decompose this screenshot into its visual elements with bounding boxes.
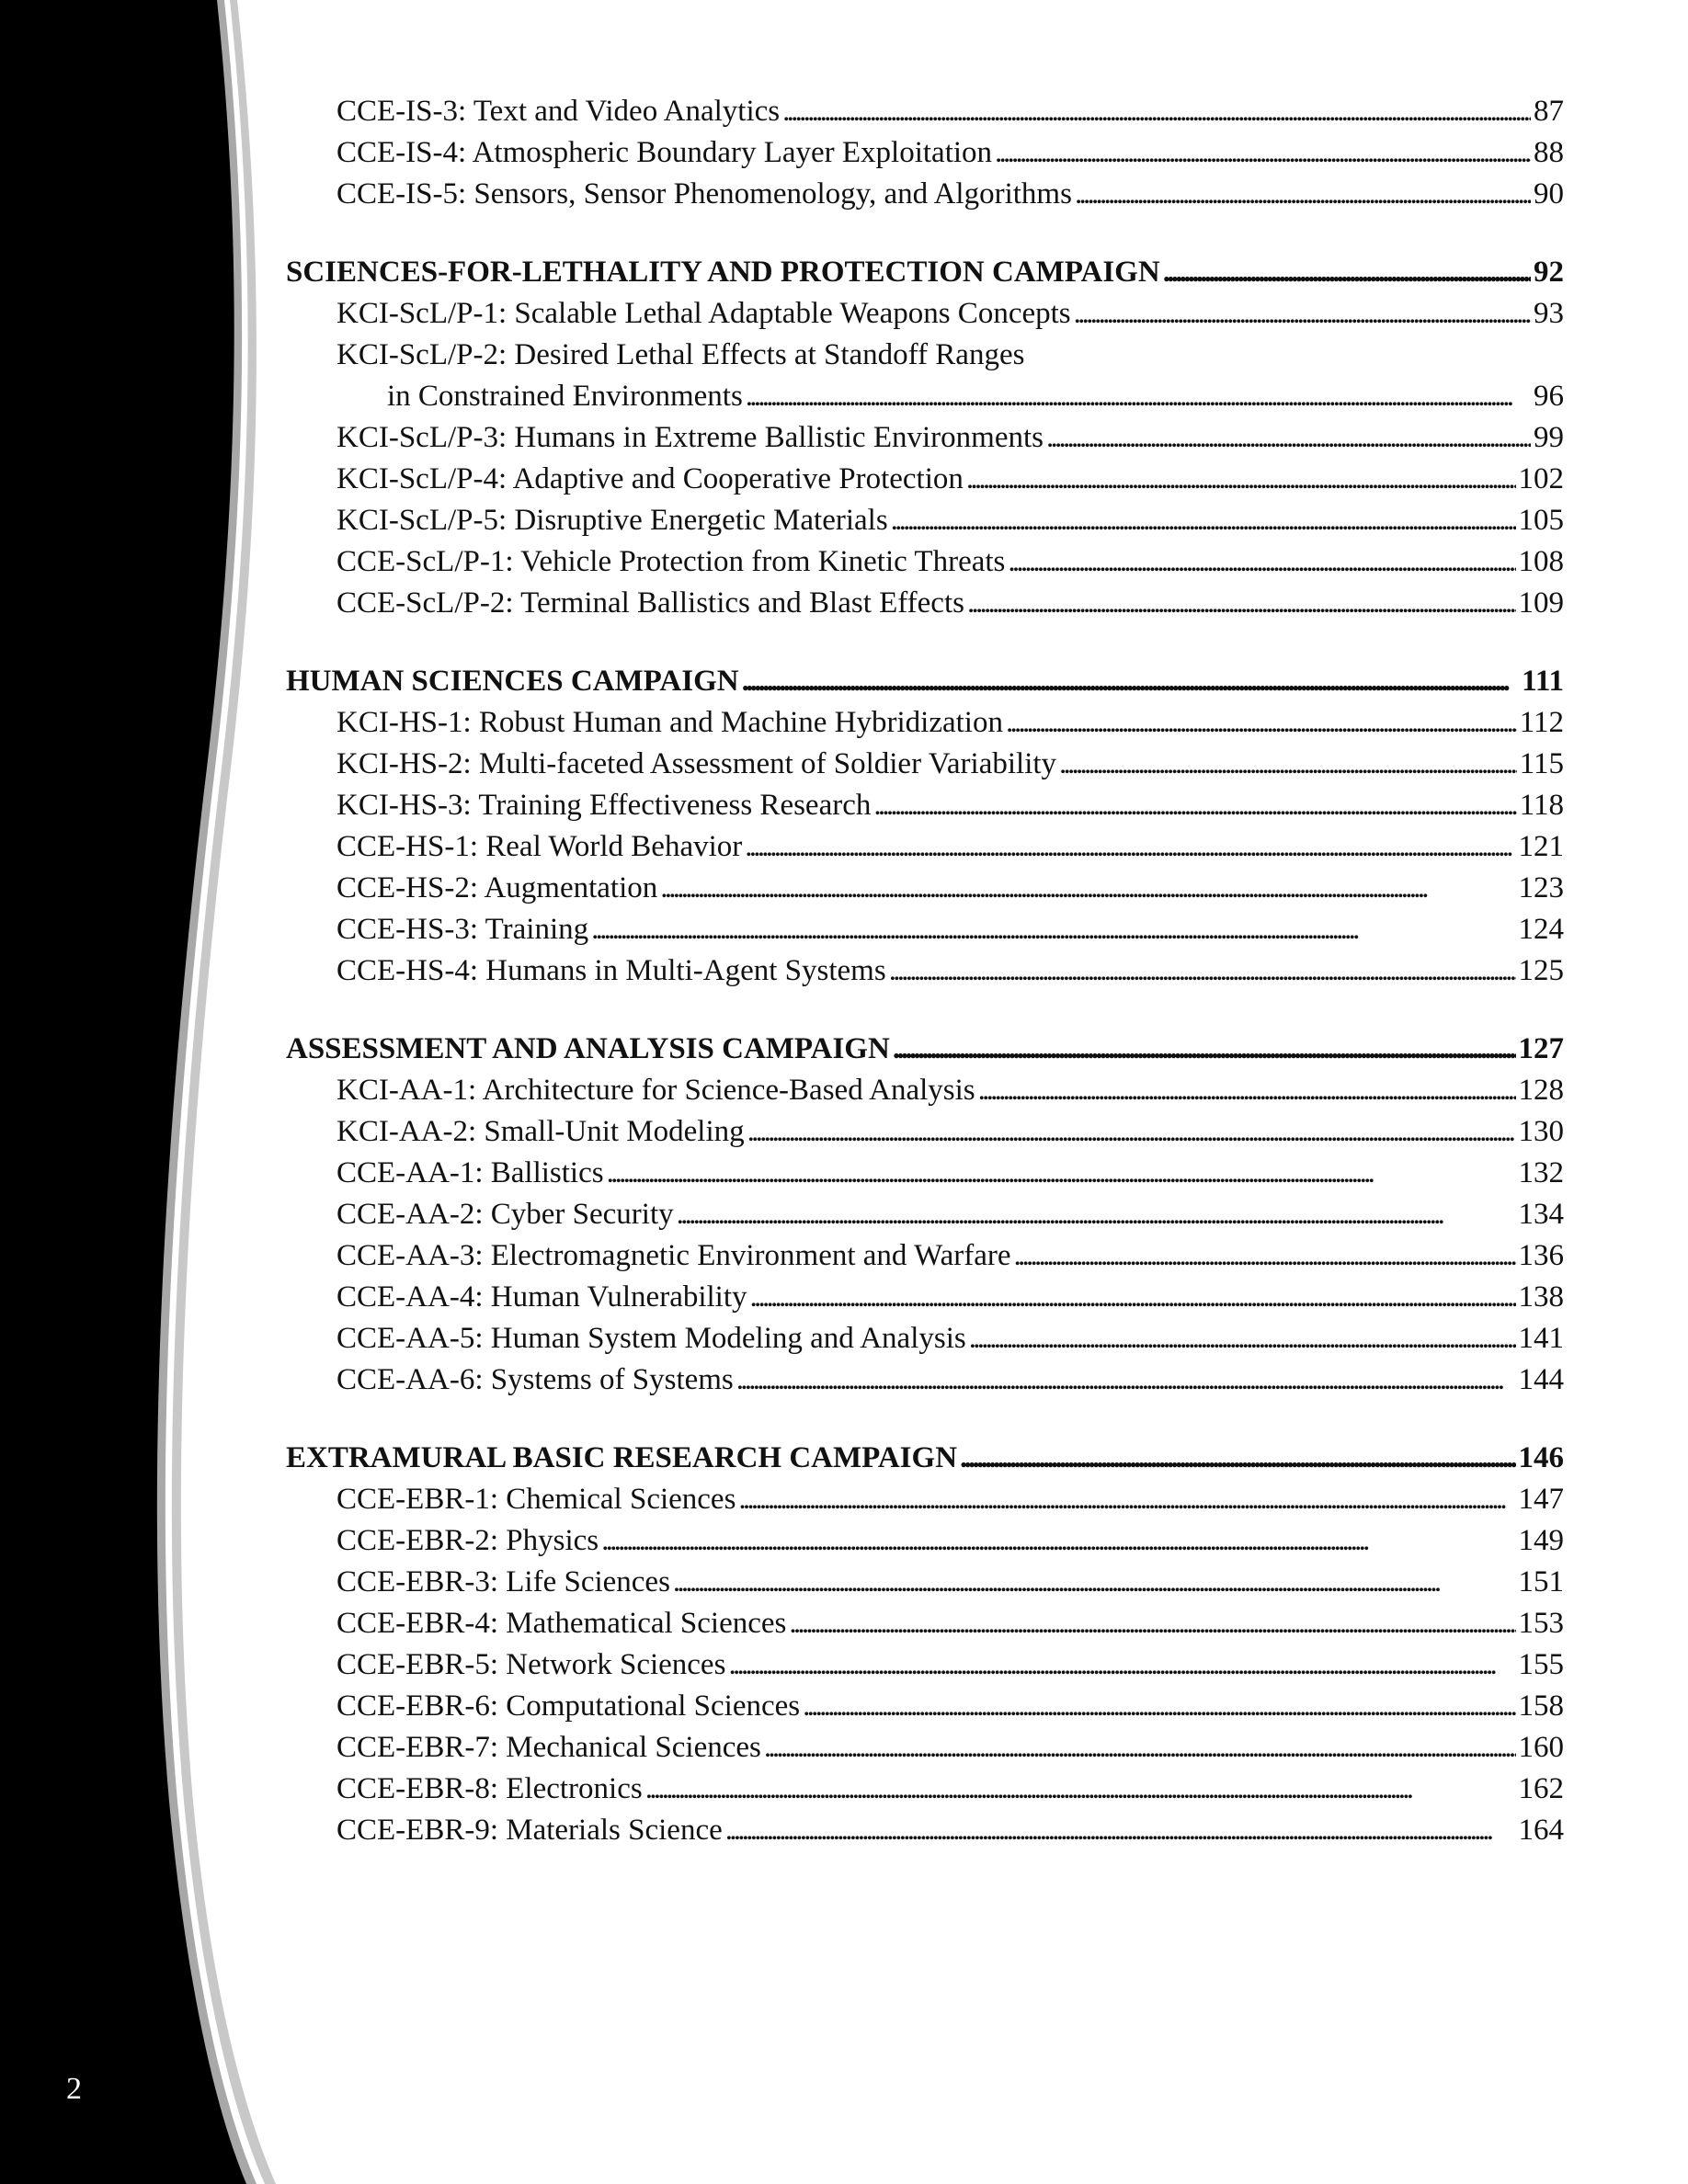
dot-leader: [591, 909, 1515, 950]
toc-entry-page: 118: [1519, 789, 1564, 822]
toc-entry-page: 93: [1534, 297, 1564, 330]
dot-leader: [660, 868, 1515, 909]
toc-entry-label: CCE-EBR-1: Chemical Sciences: [336, 1483, 736, 1516]
toc-entry[interactable]: [286, 826, 1564, 868]
toc-entry[interactable]: [286, 1686, 1564, 1727]
toc-entry[interactable]: [286, 132, 1564, 174]
dot-leader: [978, 1070, 1516, 1111]
toc-entry-label: KCI-HS-3: Training Effectiveness Research: [336, 789, 872, 822]
dot-leader: [645, 1769, 1516, 1810]
toc-entry-label: KCI-AA-1: Architecture for Science-Based Analysis: [336, 1074, 975, 1107]
toc-entry-label: KCI-HS-2: Multi-faceted Assessment of Soldier Variability: [336, 747, 1057, 780]
dot-leader: [1006, 702, 1517, 744]
toc-heading-label: EXTRAMURAL BASIC RESEARCH CAMPAIGN: [286, 1441, 958, 1474]
toc-entry-page: 88: [1534, 136, 1564, 169]
toc-heading-page: 111: [1522, 665, 1564, 698]
toc-entry[interactable]: [286, 744, 1564, 785]
dot-leader: [736, 1359, 1516, 1401]
toc-entry[interactable]: [286, 1562, 1564, 1603]
dot-leader: [891, 500, 1516, 541]
toc-entry[interactable]: [286, 1235, 1564, 1277]
toc-entry[interactable]: [286, 1277, 1564, 1318]
toc-entry-label: CCE-AA-3: Electromagnetic Environment and Warfare: [336, 1239, 1011, 1272]
toc-entry-page: 153: [1518, 1607, 1564, 1640]
toc-entry-page: 147: [1518, 1483, 1564, 1516]
toc-entry[interactable]: [286, 1810, 1564, 1851]
toc-section-heading[interactable]: [286, 661, 1564, 702]
toc-entry[interactable]: [286, 91, 1564, 132]
toc-entry[interactable]: [286, 1603, 1564, 1644]
toc-entry-label: CCE-AA-6: Systems of Systems: [336, 1363, 734, 1396]
toc-entry[interactable]: [286, 950, 1564, 992]
toc-entry-page: 124: [1518, 913, 1564, 946]
dot-leader: [893, 1029, 1516, 1070]
dot-leader: [742, 661, 1520, 702]
toc-entry-page: 87: [1534, 95, 1564, 128]
dot-leader: [803, 1686, 1515, 1727]
dot-leader: [1046, 417, 1531, 459]
toc-entry[interactable]: [286, 1479, 1564, 1520]
dot-leader: [601, 1520, 1515, 1562]
toc-entry-label: CCE-IS-4: Atmospheric Boundary Layer Exploitation: [336, 136, 993, 169]
toc-entry-label: KCI-ScL/P-2: Desired Lethal Effects at Standoff Ranges: [336, 338, 1025, 371]
toc-entry[interactable]: [286, 1153, 1564, 1194]
dot-leader: [960, 1438, 1515, 1479]
toc-entry[interactable]: [286, 1194, 1564, 1235]
toc-entry[interactable]: [286, 335, 1564, 376]
dot-leader: [1163, 252, 1531, 293]
toc-entry-label: CCE-AA-5: Human System Modeling and Analysis: [336, 1322, 966, 1355]
toc-entry-label: CCE-AA-1: Ballistics: [336, 1156, 604, 1189]
toc-entry-page: 123: [1518, 871, 1564, 904]
table-of-contents: [286, 91, 1564, 1888]
toc-entry-page: 112: [1519, 706, 1564, 739]
toc-entry-label: CCE-EBR-9: Materials Science: [336, 1814, 723, 1847]
dot-leader: [1008, 541, 1515, 583]
wave-black: [0, 0, 246, 2184]
toc-entry[interactable]: [286, 583, 1564, 624]
toc-entry-page: 134: [1518, 1198, 1564, 1231]
toc-entry-page: 121: [1518, 830, 1564, 863]
toc-entry-page: 138: [1518, 1280, 1564, 1314]
toc-entry-label: CCE-IS-3: Text and Video Analytics: [336, 95, 781, 128]
toc-entry-label: KCI-ScL/P-3: Humans in Extreme Ballistic Environments: [336, 421, 1044, 454]
toc-entry-label: CCE-ScL/P-1: Vehicle Protection from Kinetic Threats: [336, 545, 1006, 578]
toc-entry-label: CCE-ScL/P-2: Terminal Ballistics and Blast Effects: [336, 586, 964, 620]
toc-entry-page: 151: [1518, 1565, 1564, 1598]
toc-section-heading[interactable]: [286, 1438, 1564, 1479]
dot-leader: [1059, 744, 1517, 785]
toc-section: [286, 661, 1564, 992]
toc-entry-page: 155: [1518, 1648, 1564, 1681]
dot-leader: [782, 91, 1531, 132]
dot-leader: [1074, 293, 1531, 335]
toc-heading-label: ASSESSMENT AND ANALYSIS CAMPAIGN: [286, 1032, 890, 1065]
toc-entry-page: 90: [1534, 177, 1564, 210]
toc-entry-label: KCI-HS-1: Robust Human and Machine Hybridization: [336, 706, 1003, 739]
toc-section: [286, 1029, 1564, 1401]
toc-heading-page: 146: [1518, 1441, 1564, 1474]
toc-section: [286, 252, 1564, 624]
dot-leader: [750, 1277, 1516, 1318]
toc-entry[interactable]: [286, 459, 1564, 500]
toc-entry[interactable]: [286, 1070, 1564, 1111]
toc-heading-label: SCIENCES-FOR-LETHALITY AND PROTECTION CAMPAIGN: [286, 256, 1160, 289]
toc-entry[interactable]: [286, 1727, 1564, 1769]
toc-entry[interactable]: [286, 500, 1564, 541]
toc-section-heading[interactable]: [286, 1029, 1564, 1070]
toc-entry-page: 162: [1518, 1772, 1564, 1805]
toc-entry-page: 115: [1519, 747, 1564, 780]
toc-entry-label: CCE-HS-2: Augmentation: [336, 871, 658, 904]
toc-entry-page: 130: [1518, 1115, 1564, 1148]
toc-entry[interactable]: [286, 1318, 1564, 1359]
toc-entry-page: 164: [1518, 1814, 1564, 1847]
toc-entry-label: CCE-HS-1: Real World Behavior: [336, 830, 743, 863]
dot-leader: [725, 1810, 1516, 1851]
toc-entry-label: in Constrained Environments: [387, 380, 743, 413]
toc-entry-page: 158: [1518, 1689, 1564, 1723]
toc-entry[interactable]: [286, 785, 1564, 826]
toc-entry[interactable]: [286, 1111, 1564, 1153]
dot-leader: [1075, 174, 1531, 215]
toc-entry-label: KCI-AA-2: Small-Unit Modeling: [336, 1115, 745, 1148]
toc-entry-label: CCE-EBR-8: Electronics: [336, 1772, 643, 1805]
toc-entry-label: CCE-HS-3: Training: [336, 913, 589, 946]
dot-leader: [1013, 1235, 1515, 1277]
toc-entry-page: 125: [1518, 954, 1564, 987]
toc-entry-label: KCI-ScL/P-4: Adaptive and Cooperative Protection: [336, 462, 964, 495]
toc-entry-label: CCE-EBR-4: Mathematical Sciences: [336, 1607, 787, 1640]
toc-entry-label: CCE-AA-2: Cyber Security: [336, 1198, 674, 1231]
toc-entry[interactable]: [286, 376, 1564, 417]
toc-entry-label: CCE-AA-4: Human Vulnerability: [336, 1280, 747, 1314]
toc-entry-page: 96: [1534, 380, 1564, 413]
toc-section: [286, 91, 1564, 215]
dot-leader: [889, 950, 1516, 992]
toc-entry-label: CCE-HS-4: Humans in Multi-Agent Systems: [336, 954, 886, 987]
toc-entry[interactable]: [286, 174, 1564, 215]
toc-entry-page: 144: [1518, 1363, 1564, 1396]
toc-entry[interactable]: [286, 417, 1564, 459]
dot-leader: [747, 1111, 1516, 1153]
dot-leader: [677, 1194, 1516, 1235]
toc-entry[interactable]: [286, 868, 1564, 909]
toc-entry-page: 141: [1518, 1322, 1564, 1355]
toc-entry-label: CCE-EBR-3: Life Sciences: [336, 1565, 670, 1598]
dot-leader: [746, 376, 1531, 417]
page-number: 2: [66, 2072, 82, 2106]
toc-entry-label: CCE-EBR-5: Network Sciences: [336, 1648, 726, 1681]
dot-leader: [873, 785, 1516, 826]
toc-section-heading[interactable]: [286, 252, 1564, 293]
toc-entry[interactable]: [286, 1359, 1564, 1401]
toc-entry-page: 102: [1518, 462, 1564, 495]
toc-entry[interactable]: [286, 1520, 1564, 1562]
toc-entry[interactable]: [286, 293, 1564, 335]
toc-heading-page: 92: [1534, 256, 1564, 289]
toc-entry-page: 108: [1518, 545, 1564, 578]
dot-leader: [764, 1727, 1516, 1769]
toc-entry-page: 128: [1518, 1074, 1564, 1107]
toc-entry-label: KCI-ScL/P-5: Disruptive Energetic Materials: [336, 504, 888, 537]
dot-leader: [738, 1479, 1515, 1520]
dot-leader: [673, 1562, 1516, 1603]
toc-entry-page: 99: [1534, 421, 1564, 454]
toc-entry-label: CCE-IS-5: Sensors, Sensor Phenomenology, and Algorithms: [336, 177, 1072, 210]
toc-entry-page: 105: [1518, 504, 1564, 537]
toc-entry[interactable]: [286, 1644, 1564, 1686]
dot-leader: [607, 1153, 1516, 1194]
toc-entry-label: CCE-EBR-7: Mechanical Sciences: [336, 1731, 761, 1764]
dot-leader: [966, 459, 1516, 500]
dot-leader: [969, 1318, 1516, 1359]
toc-entry-label: KCI-ScL/P-1: Scalable Lethal Adaptable Weapons Concepts: [336, 297, 1071, 330]
toc-entry-page: 132: [1518, 1156, 1564, 1189]
dot-leader: [995, 132, 1531, 174]
toc-section: [286, 1438, 1564, 1851]
toc-entry-page: 160: [1518, 1731, 1564, 1764]
dot-leader: [967, 583, 1516, 624]
toc-entry[interactable]: [286, 909, 1564, 950]
toc-heading-page: 127: [1518, 1032, 1564, 1065]
toc-entry-page: 149: [1518, 1524, 1564, 1557]
dot-leader: [745, 826, 1515, 868]
toc-entry[interactable]: [286, 541, 1564, 583]
toc-entry-label: CCE-EBR-6: Computational Sciences: [336, 1689, 801, 1723]
toc-entry[interactable]: [286, 1769, 1564, 1810]
toc-entry-page: 109: [1518, 586, 1564, 620]
toc-entry-page: 136: [1518, 1239, 1564, 1272]
dot-leader: [728, 1644, 1515, 1686]
toc-entry-label: CCE-EBR-2: Physics: [336, 1524, 599, 1557]
toc-entry[interactable]: [286, 702, 1564, 744]
dot-leader: [789, 1603, 1515, 1644]
toc-heading-label: HUMAN SCIENCES CAMPAIGN: [286, 665, 739, 698]
